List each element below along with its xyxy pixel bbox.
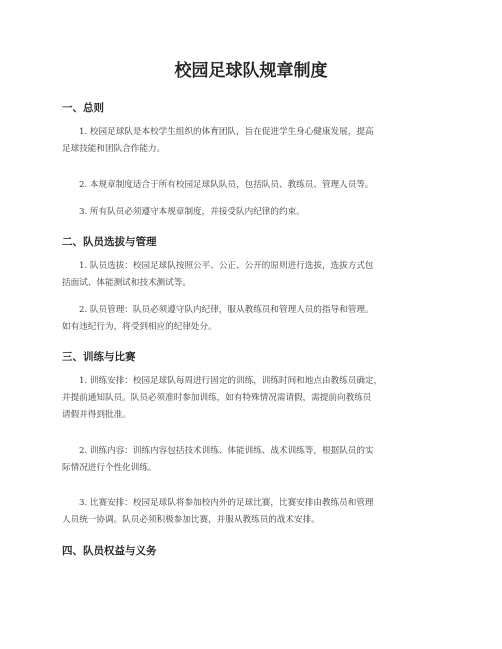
section-heading-selection: 二、队员选拔与管理	[62, 236, 157, 248]
paragraph-line: 括面试、体能测试和技术测试等。	[62, 278, 191, 288]
section-heading-general: 一、总则	[62, 102, 104, 114]
paragraph	[62, 177, 442, 194]
paragraph	[62, 258, 442, 292]
document-title: 校园足球队规章制度	[174, 61, 328, 81]
paragraph-line: 并提前通知队员。队员必须准时参加训练，如有特殊情况需请假，需提前向教练员	[62, 393, 372, 403]
paragraph	[62, 443, 442, 477]
paragraph-line: 际情况进行个性化训练。	[62, 463, 157, 473]
paragraph-line: 人员统一协调。队员必须积极参加比赛，并服从教练员的战术安排。	[62, 515, 320, 525]
paragraph-line: 请假并得到批准。	[62, 410, 131, 420]
paragraph-line: 1. 校园足球队是本校学生组织的体育团队，旨在促进学生身心健康发展，提高	[79, 127, 374, 137]
paragraph-line: 2. 训练内容：训练内容包括技术训练、体能训练、战术训练等，根据队员的实	[79, 446, 374, 456]
paragraph-line: 1. 训练安排：校园足球队每周进行固定的训练，训练时间和地点由教练员确定，	[79, 376, 383, 386]
section-heading-rights: 四、队员权益与义务	[62, 545, 157, 557]
paragraph-line: 如有违纪行为，将受到相应的纪律处分。	[62, 322, 217, 332]
paragraph-line: 3. 比赛安排：校园足球队将参加校内外的足球比赛，比赛安排由教练员和管理	[79, 498, 374, 508]
paragraph	[62, 124, 442, 158]
paragraph	[62, 204, 442, 221]
paragraph	[62, 495, 442, 529]
paragraph-line: 3. 所有队员必须遵守本规章制度，并接受队内纪律的约束。	[79, 207, 305, 217]
paragraph-line: 2. 队员管理：队员必须遵守队内纪律，服从教练员和管理人员的指导和管理。	[79, 305, 374, 315]
paragraph-line: 2. 本规章制度适合于所有校园足球队队员，包括队员、教练员、管理人员等。	[79, 180, 374, 190]
paragraph	[62, 302, 442, 336]
paragraph-line: 1. 队员选拔：校园足球队按照公平、公正、公开的原则进行选拔，选拔方式包	[79, 261, 374, 271]
section-heading-training: 三、训练与比赛	[62, 351, 136, 363]
paragraph-line: 足球技能和团队合作能力。	[62, 144, 166, 154]
paragraph	[62, 373, 442, 424]
